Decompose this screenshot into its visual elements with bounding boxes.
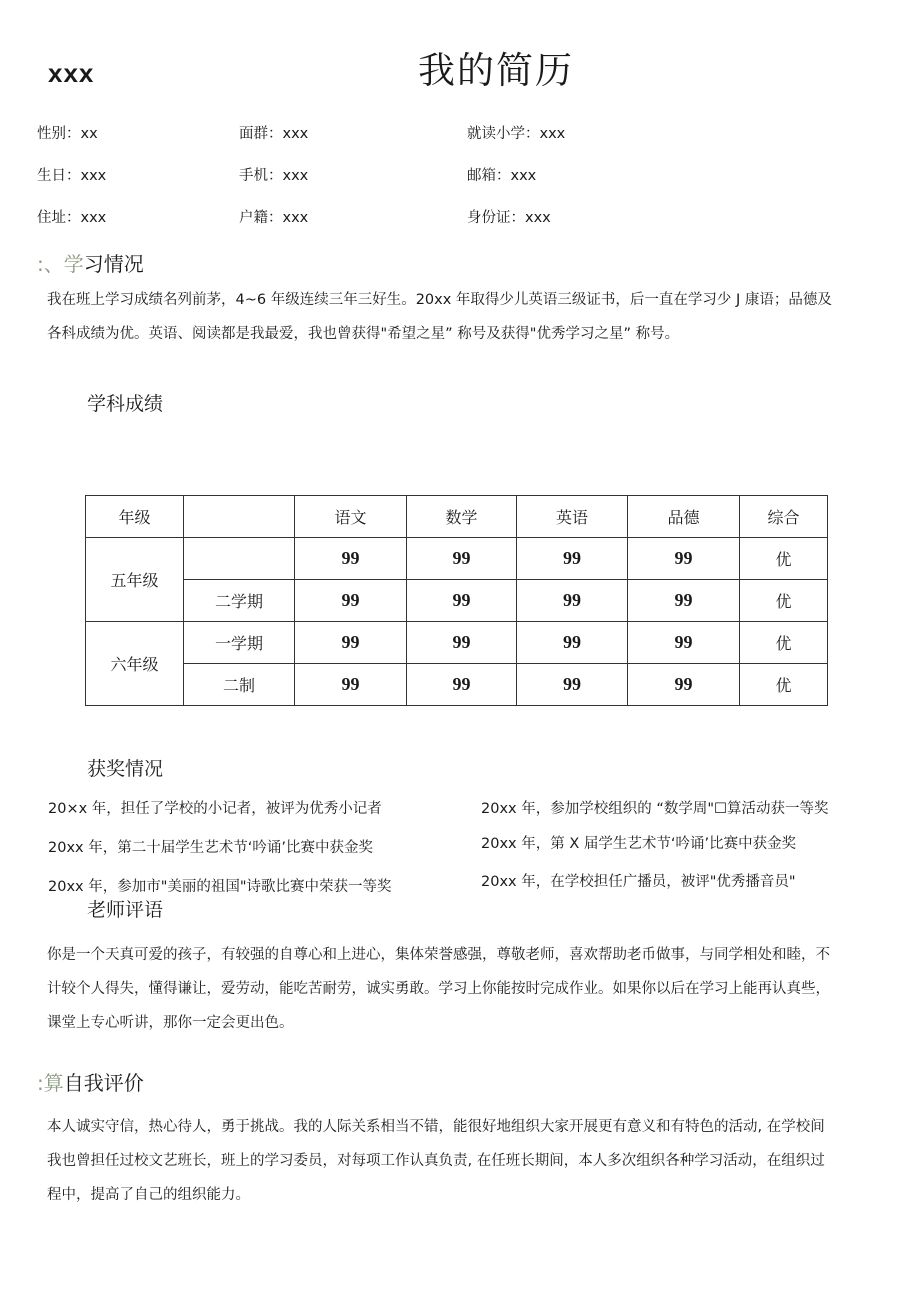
overall-cell: 优: [740, 580, 828, 622]
term-cell: 一学期: [184, 622, 295, 664]
info-email: 邮箱：xxx: [467, 168, 537, 184]
info-id-card: 身份证：xxx: [467, 210, 551, 226]
study-heading-prefix: :、学: [37, 252, 84, 276]
award-left-2: 20xx 年，第二十届学生艺术节‘吟诵’比赛中获金奖: [48, 840, 373, 856]
self-line-3: 程中，提高了自己的组织能力。: [47, 1187, 250, 1203]
score-cell: 99: [295, 622, 407, 664]
teacher-line-2: 计较个人得失，懂得谦让，爱劳动，能吃苦耐劳，诚实勇敢。学习上你能按时完成作业。如果你以后在学习上能再认真些，: [47, 981, 830, 997]
award-right-1: 20xx 年，参加学校组织的 “数学周"☐算活动获一等奖: [481, 801, 829, 817]
info-phone: 手机：xxx: [239, 168, 309, 184]
score-cell: 99: [407, 580, 517, 622]
score-cell: 99: [628, 580, 740, 622]
score-cell: 99: [628, 538, 740, 580]
score-cell: 99: [407, 664, 517, 706]
self-line-2: 我也曾担任过校文艺班长，班上的学习委员，对每项工作认真负责, 在任班长期间，本人多次组织各种学习活动，在组织过: [47, 1153, 825, 1169]
study-heading: [37, 248, 144, 277]
award-left-3: 20xx 年，参加市"美丽的祖国"诗歌比赛中荣获一等奖: [48, 879, 392, 895]
self-heading: [37, 1067, 144, 1096]
header-term: [184, 496, 295, 538]
info-household: 户籍：xxx: [239, 210, 309, 226]
info-birthday: 生日：xxx: [37, 168, 107, 184]
grade-6-cell: 六年级: [86, 622, 184, 706]
resume-name: xxx: [48, 58, 95, 88]
study-line-2: 各科成绩为优。英语、阅读都是我最爱，我也曾获得"希望之星” 称号及获得"优秀学习之星” 称号。: [47, 326, 680, 342]
self-heading-title: 自我评价: [63, 1071, 144, 1095]
score-cell: 99: [517, 622, 628, 664]
study-line-1: 我在班上学习成绩名列前茅，4~6 年级连续三年三好生。20xx 年取得少儿英语三级证书，后一直在学习少 J 康语；品德及: [47, 292, 832, 308]
self-line-1: 本人诚实守信，热心待人，勇于挑战。我的人际关系相当不错，能很好地组织大家开展更有意义和有特色的活动, 在学校间: [47, 1119, 825, 1135]
score-cell: 99: [295, 580, 407, 622]
header-overall: 综合: [740, 496, 828, 538]
grades-table: [85, 495, 828, 706]
table-header-row: [86, 496, 828, 538]
overall-cell: 优: [740, 538, 828, 580]
score-cell: 99: [517, 664, 628, 706]
teacher-line-1: 你是一个天真可爱的孩子，有较强的自尊心和上进心，集体荣誉感强，尊敬老师，喜欢帮助老币做事，与同学相处和睦，不: [47, 947, 830, 963]
teacher-heading: 老师评语: [87, 899, 164, 921]
table-row: [86, 664, 828, 706]
term-cell: 二制: [184, 664, 295, 706]
term-cell: 二学期: [184, 580, 295, 622]
header-english: 英语: [517, 496, 628, 538]
info-gender: 性别：xx: [37, 126, 98, 142]
study-heading-title: 习情况: [83, 252, 144, 276]
award-left-1: 20×x 年，担任了学校的小记者，被评为优秀小记者: [48, 801, 382, 817]
term-cell: [184, 538, 295, 580]
score-cell: 99: [295, 538, 407, 580]
table-row: [86, 538, 828, 580]
self-heading-prefix: :算: [37, 1071, 64, 1095]
teacher-paragraph: [47, 938, 892, 1040]
table-row: [86, 622, 828, 664]
score-cell: 99: [407, 622, 517, 664]
score-cell: 99: [407, 538, 517, 580]
grade-5-cell: 五年级: [86, 538, 184, 622]
info-school: 就读小学：xxx: [467, 126, 566, 142]
header-morality: 品德: [628, 496, 740, 538]
header-grade: 年级: [86, 496, 184, 538]
overall-cell: 优: [740, 664, 828, 706]
awards-heading: 获奖情况: [87, 758, 164, 780]
award-right-2: 20xx 年，第 X 届学生艺术节‘吟诵’比赛中获金奖: [481, 836, 797, 852]
page-title: 我的简历: [418, 49, 574, 92]
self-paragraph: [47, 1110, 892, 1212]
grades-heading: 学科成绩: [87, 393, 164, 415]
score-cell: 99: [517, 580, 628, 622]
score-cell: 99: [628, 622, 740, 664]
table-row: [86, 580, 828, 622]
score-cell: 99: [295, 664, 407, 706]
info-address: 住址：xxx: [37, 210, 107, 226]
teacher-line-3: 课堂上专心听讲，那你一定会更出色。: [47, 1015, 294, 1031]
header-chinese: 语文: [295, 496, 407, 538]
score-cell: 99: [628, 664, 740, 706]
study-paragraph: [47, 283, 892, 351]
overall-cell: 优: [740, 622, 828, 664]
header-math: 数学: [407, 496, 517, 538]
score-cell: 99: [517, 538, 628, 580]
award-right-3: 20xx 年，在学校担任广播员，被评"优秀播音员": [481, 874, 796, 890]
info-appearance: 面群：xxx: [239, 126, 309, 142]
